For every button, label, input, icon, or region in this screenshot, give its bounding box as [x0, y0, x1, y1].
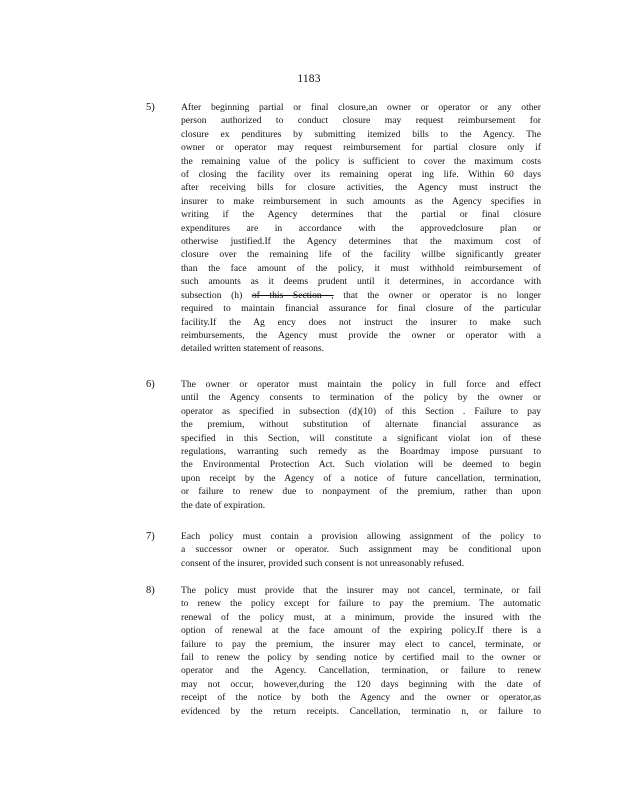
text-line: detailed written statement of reasons. [181, 343, 325, 355]
text-line: owner or operator may request reimbursement for partial closure only if [181, 142, 541, 154]
text-line: expenditures are in accordance with the approvedclosure plan or [181, 222, 541, 234]
text-line: a successor owner or operator. Such assignment may be conditional upon [181, 544, 541, 556]
text-line: the premium, without substitution of alternate financial assurance as [181, 419, 541, 431]
subsection-ref: subsection (h) [181, 289, 252, 301]
text-line: facility.If the Ag ency does not instruct the insurer to make such [181, 316, 541, 328]
item-number: 5) [146, 102, 155, 113]
text-line: Each policy must contain a provision allowing assignment of the policy to [181, 531, 541, 542]
text-line: reimbursements, the Agency must provide the owner or operator with a [181, 329, 541, 341]
text-line: insurer to make reimbursement in such amounts as the Agency specifies in [181, 195, 541, 207]
text-line: After beginning partial or final closure,an owner or operator or any other [181, 102, 541, 113]
page-number: 1183 [297, 73, 321, 85]
text-line: until the Agency consents to termination of the policy by the owner or [181, 392, 541, 404]
item-body [181, 378, 541, 512]
text-line: option of renewal at the face amount of the expiring policy.If there is a [181, 625, 541, 637]
text-line: fail to renew the policy by sending notice by certified mail to the owner or [181, 652, 541, 664]
text-line: required to maintain financial assurance for final closure of the particular [181, 303, 541, 315]
text-line: receipt of the notice by both the Agency and the owner or operator,as [181, 692, 541, 704]
text-line: consent of the insurer, provided such consent is not unreasonably refused. [181, 557, 465, 569]
text-line: may not occur, however,during the 120 days beginning with the date of [181, 678, 541, 690]
subsection-rest: that the owner or operator is no longer [333, 289, 541, 301]
item-number: 6) [146, 379, 155, 390]
text-line: upon receipt by the Agency of a notice of future cancellation, termination, [181, 472, 541, 484]
text-line: operator as specified in subsection (d)(10) of this Section . Failure to pay [181, 405, 541, 417]
text-line: operator and the Agency. Cancellation, termination, or failure to renew [181, 665, 541, 677]
item-number: 7) [146, 531, 155, 542]
item-number: 8) [146, 585, 155, 596]
text-line: or failure to renew due to nonpayment of the premium, rather than upon [181, 486, 541, 498]
text-line: the date of expiration. [181, 499, 266, 511]
text-line: closure over the remaining life of the facility willbe significantly greater [181, 249, 541, 261]
item-body [181, 530, 541, 570]
item-body [181, 584, 541, 718]
text-line: of closing the facility over its remaining operat ing life. Within 60 days [181, 169, 541, 181]
text-line: to renew the policy except for failure to pay the premium. The automatic [181, 598, 541, 610]
text-line: than the face amount of the policy, it must withhold reimbursement of [181, 262, 541, 274]
text-line: writing if the Agency determines that the partial or final closure [181, 209, 541, 221]
text-line: renewal of the policy must, at a minimum, provide the insured with the [181, 611, 541, 623]
text-line: after receiving bills for closure activities, the Agency must instruct the [181, 182, 541, 194]
text-line: failure to pay the premium, the insurer may elect to cancel, terminate, or [181, 638, 541, 650]
text-line: evidenced by the return receipts. Cancellation, terminatio n, or failure to [181, 705, 541, 717]
text-line: closure ex penditures by submitting itemized bills to the Agency. The [181, 128, 541, 140]
text-line: the Environmental Protection Act. Such violation will be deemed to begin [181, 459, 541, 471]
text-line: such amounts as it deems prudent until it determines, in accordance with [181, 276, 541, 288]
text-line: the remaining value of the policy is sufficient to cover the maximum costs [181, 155, 541, 167]
text-line: person authorized to conduct closure may request reimbursement for [181, 115, 541, 127]
struck-text: of this Section , [251, 289, 334, 301]
text-line: regulations, warranting such remedy as the Boardmay impose pursuant to [181, 446, 541, 458]
text-line: otherwise justified.If the Agency determines that the maximum cost of [181, 236, 541, 248]
text-line: The policy must provide that the insurer may not cancel, terminate, or fail [181, 585, 541, 596]
subsection-h-line [181, 289, 541, 302]
item-body [181, 101, 541, 356]
text-line: The owner or operator must maintain the policy in full force and effect [181, 379, 541, 390]
text-line: specified in this Section, will constitute a significant violat ion of these [181, 432, 541, 444]
